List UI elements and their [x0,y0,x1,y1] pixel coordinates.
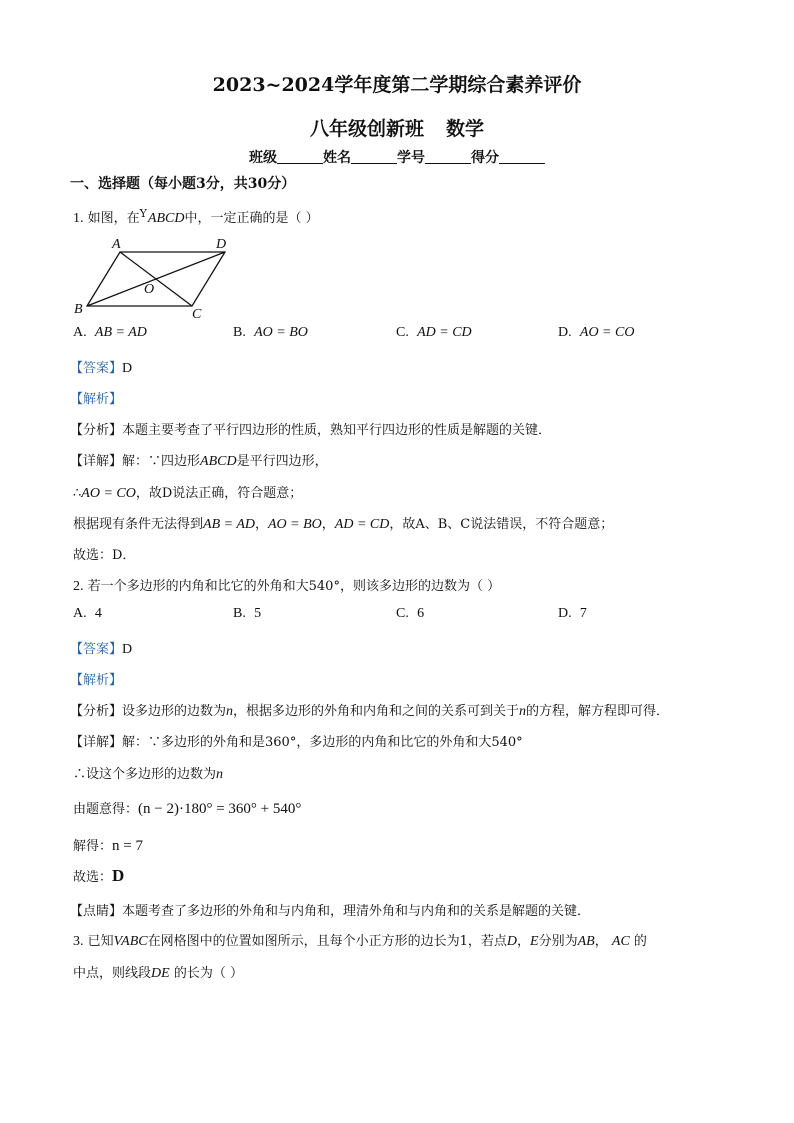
answer-tag: 【答案】 [70,642,123,657]
q2-option-c[interactable] [396,606,424,622]
label-d: D [216,237,227,252]
q3-text: 在网格图中的位置如图所示，且每个小正方形的边长为1，若点 [147,934,507,949]
q2-analysis-tag: 【解析】 [70,673,123,688]
step-text: 根据现有条件无法得到 [73,517,204,532]
q1-number: 1. [73,211,84,226]
step-math: AO = BO [268,517,322,532]
label-b: B [74,302,83,317]
q2-fenxi [70,700,669,720]
q2-step3 [73,798,301,818]
q2-conclusion [73,866,124,886]
q1-option-d[interactable] [558,325,634,341]
q2-xiangjie [70,731,523,750]
step-text: ∴设这个多边形的边数为 [73,767,217,782]
info-id-label: 学号 [397,150,425,166]
q2-stem [73,575,500,595]
answer-value: D [122,361,133,376]
parallelogram-figure [70,234,240,324]
step-text: 解得： [73,839,113,854]
option-letter: D. [558,325,572,340]
sep: ， [594,934,608,949]
option-expr: AB = AD [94,325,147,340]
segment-ac: AC [611,934,630,949]
q3-number: 3. [73,934,84,949]
q2-answer [70,638,132,658]
q1-math: ABCD [147,211,185,226]
q1-fenxi [70,419,551,438]
q2-option-d[interactable] [558,606,587,622]
q2-text: 若一个多边形的内角和比它的外角和大540°，则该多边形的边数为（ ） [87,579,501,594]
diagonal-bd [87,252,225,306]
step-text: ，故A、B、C说法错误，不符合题意； [389,517,614,532]
point-d: D [506,934,518,949]
q3-text: 的长为（ ） [173,966,243,981]
q2-option-b[interactable] [233,606,261,622]
q3-text: 的 [633,934,647,949]
q2-dianjing [70,900,590,919]
label-c: C [192,307,202,322]
info-class-label: 班级 [249,150,277,166]
label-o: O [144,282,155,297]
q2-number: 2. [73,579,84,594]
step-text: 故选： [73,870,113,885]
conclusion-answer: D [112,866,125,885]
q1-text-before: 如图，在 [87,211,140,226]
step-math: AD = CD [334,517,390,532]
xiangjie-tag: 【详解】 [70,735,123,750]
parallelogram-icon: Y [139,207,147,220]
dianjing-tag: 【点睛】 [70,904,123,919]
q2-step4 [73,835,143,855]
fenxi-tag: 【分析】 [70,704,123,719]
option-letter: A. [73,606,87,621]
sep: ， [321,517,335,532]
option-letter: C. [396,606,409,621]
option-value: 7 [579,606,587,621]
q1-step3 [73,513,613,533]
q2-step2 [73,763,223,783]
q1-stem [73,207,319,227]
q1-option-c[interactable] [396,325,472,341]
option-expr: AO = BO [254,325,308,340]
info-name-label: 姓名 [323,150,351,166]
option-letter: B. [233,606,246,621]
q3-text: 中点，则线段 [73,966,152,981]
xiangjie-math: ABCD [200,454,237,469]
info-score-label: 得分 [471,150,499,166]
document-title: 2023~2024学年度第二学期综合素养评价 [212,74,582,96]
therefore-symbol: ∴ [73,486,82,501]
sep: ， [254,517,268,532]
sep: ， [517,934,531,949]
option-expr: AO = CO [579,325,635,340]
equation: n = 7 [112,838,143,854]
option-letter: D. [558,606,572,621]
fenxi-text: 的方程，解方程即可得． [526,704,670,719]
step-math: AB = AD [203,517,255,532]
q3-stem-line2 [73,962,243,982]
document-subtitle [0,114,794,141]
xiangjie-tag: 【详解】 [70,454,123,469]
point-e: E [530,934,539,949]
xiangjie-text: 解：∵多边形的外角和是360°，多边形的内角和比它的外角和大540° [122,735,523,750]
triangle-math: VABC [113,934,148,949]
q1-option-b[interactable] [233,325,308,341]
fenxi-text: 设多边形的边数为 [122,704,227,719]
option-letter: A. [73,325,87,340]
xiangjie-post: 是平行四边形， [236,454,328,469]
var-n: n [226,704,234,719]
option-value: 6 [417,606,425,621]
q3-text: 分别为 [538,934,578,949]
student-info-line [0,147,794,167]
fenxi-text: 本题主要考查了平行四边形的性质，熟知平行四边形的性质是解题的关键． [122,423,552,438]
dianjing-text: 本题考查了多边形的外角和与内角和，理清外角和与内角和的关系是解题的关键． [122,904,591,919]
info-name-blank[interactable] [351,149,397,164]
segment-ab: AB [577,934,595,949]
step-math: AO = CO [81,486,136,501]
info-score-blank[interactable] [499,149,545,164]
option-expr: AD = CD [417,325,472,340]
segment-de: DE [151,966,170,981]
q3-text: 已知 [87,934,114,949]
q3-stem-line1 [73,930,647,950]
q1-conclusion: 故选：D． [73,548,136,563]
option-letter: B. [233,325,246,340]
q1-step2 [73,482,302,502]
section-heading: 一、选择题（每小题3分，共30分） [70,176,296,192]
xiangjie-pre: 解：∵四边形 [122,454,201,469]
answer-value: D [122,642,133,657]
q1-xiangjie [70,450,328,470]
info-id-blank[interactable] [425,149,471,164]
q1-answer [70,357,132,377]
fenxi-text: ，根据多边形的外角和内角和之间的关系可到关于 [233,704,520,719]
option-letter: C. [396,325,409,340]
option-value: 4 [94,606,102,621]
step-text: ，故D说法正确，符合题意； [135,486,303,501]
q1-analysis-tag: 【解析】 [70,392,123,407]
q1-option-a[interactable] [73,325,147,341]
info-class-blank[interactable] [277,149,323,164]
equation: (n − 2)·180° = 360° + 540° [138,801,302,817]
var-n: n [519,704,527,719]
fenxi-tag: 【分析】 [70,423,123,438]
subtitle-subject: 数学 [446,118,485,140]
option-value: 5 [254,606,262,621]
subtitle-class: 八年级创新班 [309,118,424,140]
var-n: n [216,767,224,782]
answer-tag: 【答案】 [70,361,123,376]
q1-text-after: 中，一定正确的是（ ） [184,211,319,226]
q2-option-a[interactable] [73,606,102,622]
step-text: 由题意得： [73,802,139,817]
label-a: A [112,237,121,252]
